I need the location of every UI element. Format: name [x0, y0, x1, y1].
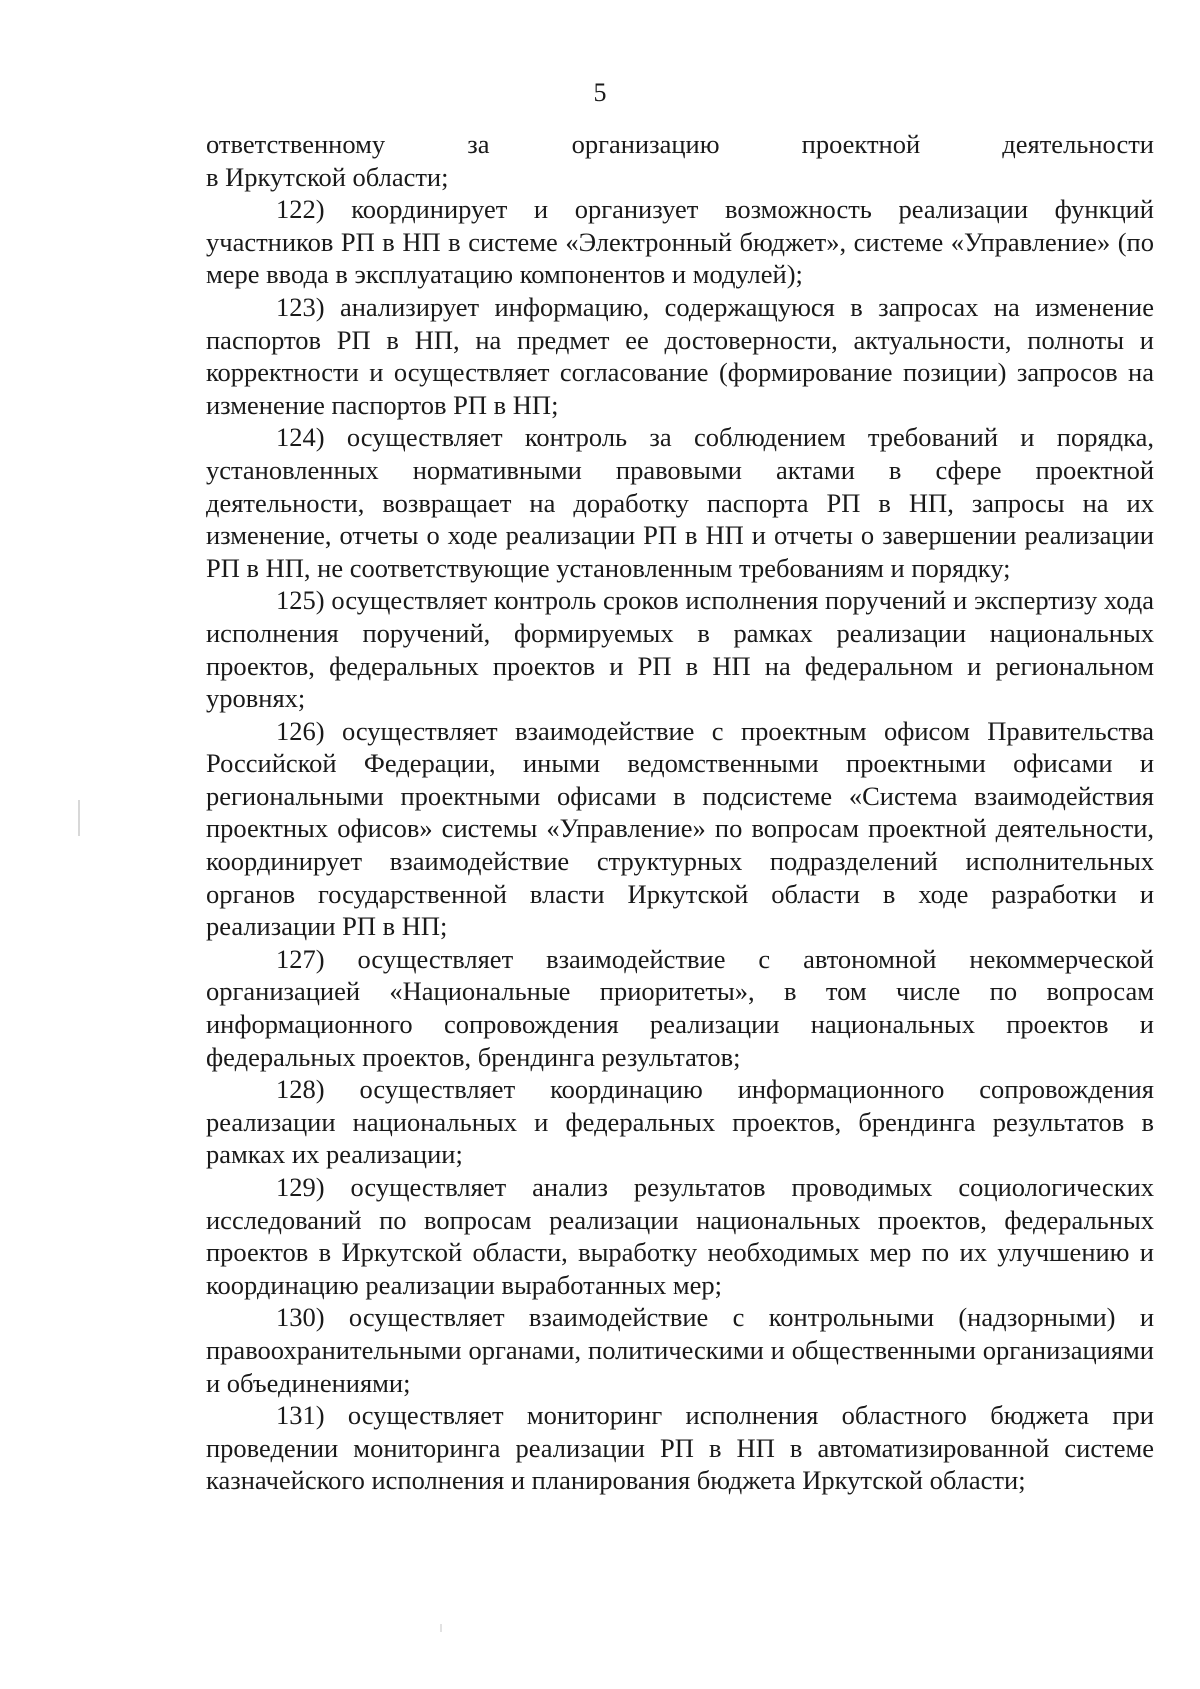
paragraph-125: 125) осуществляет контроль сроков исполнения поручений и экспертизу хода исполнения поручений, формируемых в рамках реализации национальных проектов, федеральных проектов и РП в НП на федеральном и региональном уровнях; — [206, 585, 1154, 714]
intro-line-1: ответственному за организацию проектной деятельности — [206, 129, 1154, 159]
paragraph-123: 123) анализирует информацию, содержащуюся в запросах на изменение паспортов РП в НП, на предмет ее достоверности, актуальности, полноты и корректности и осуществляет согласование (формирование позиции) запросов на изменение паспортов РП в НП; — [206, 291, 1154, 420]
paragraph-130: 130) осуществляет взаимодействие с контрольными (надзорными) и правоохранительными органами, политическими и общественными организациями и объединениями; — [206, 1302, 1154, 1398]
intro-paragraph — [206, 128, 1154, 193]
paragraph-122: 122) координирует и организует возможность реализации функций участников РП в НП в системе «Электронный бюджет», системе «Управление» (по мере ввода в эксплуатацию компонентов и модулей); — [206, 194, 1154, 290]
paragraph-124: 124) осуществляет контроль за соблюдением требований и порядка, установленных нормативными правовыми актами в сфере проектной деятельности, возвращает на доработку паспорта РП в НП, запросы на их изменение, отчеты о ходе реализации РП в НП и отчеты о завершении реализации РП в НП, не соответствующие установленным требованиям и порядку; — [206, 422, 1154, 583]
paragraph-131: 131) осуществляет мониторинг исполнения областного бюджета при проведении мониторинга реализации РП в НП в автоматизированной системе казначейского исполнения и планирования бюджета Иркутской области; — [206, 1400, 1154, 1496]
paragraph-127: 127) осуществляет взаимодействие с автономной некоммерческой организацией «Национальные приоритеты», в том числе по вопросам информационного сопровождения реализации национальных проектов и федеральных проектов, брендинга результатов; — [206, 943, 1154, 1072]
paragraph-126: 126) осуществляет взаимодействие с проектным офисом Правительства Российской Федерации, иными ведомственными проектными офисами и региональными проектными офисами в подсистеме «Система взаимодействия проектных офисов» системы «Управление» по вопросам проектной деятельности, координирует взаимодействие структурных подразделений исполнительных органов государственной власти Иркутской области в ходе разработки и реализации РП в НП; — [206, 715, 1154, 942]
intro-line-2: в Иркутской области; — [206, 161, 449, 192]
scan-bottom-mark — [440, 1624, 442, 1632]
page-number: 5 — [593, 78, 607, 107]
document-body — [206, 128, 1154, 1497]
scan-margin-mark — [78, 800, 80, 836]
paragraph-128: 128) осуществляет координацию информационного сопровождения реализации национальных и федеральных проектов, брендинга результатов в рамках их реализации; — [206, 1074, 1154, 1170]
paragraph-129: 129) осуществляет анализ результатов проводимых социологических исследований по вопросам реализации национальных проектов, федеральных проектов в Иркутской области, выработку необходимых мер по их улучшению и координацию реализации выработанных мер; — [206, 1172, 1154, 1300]
